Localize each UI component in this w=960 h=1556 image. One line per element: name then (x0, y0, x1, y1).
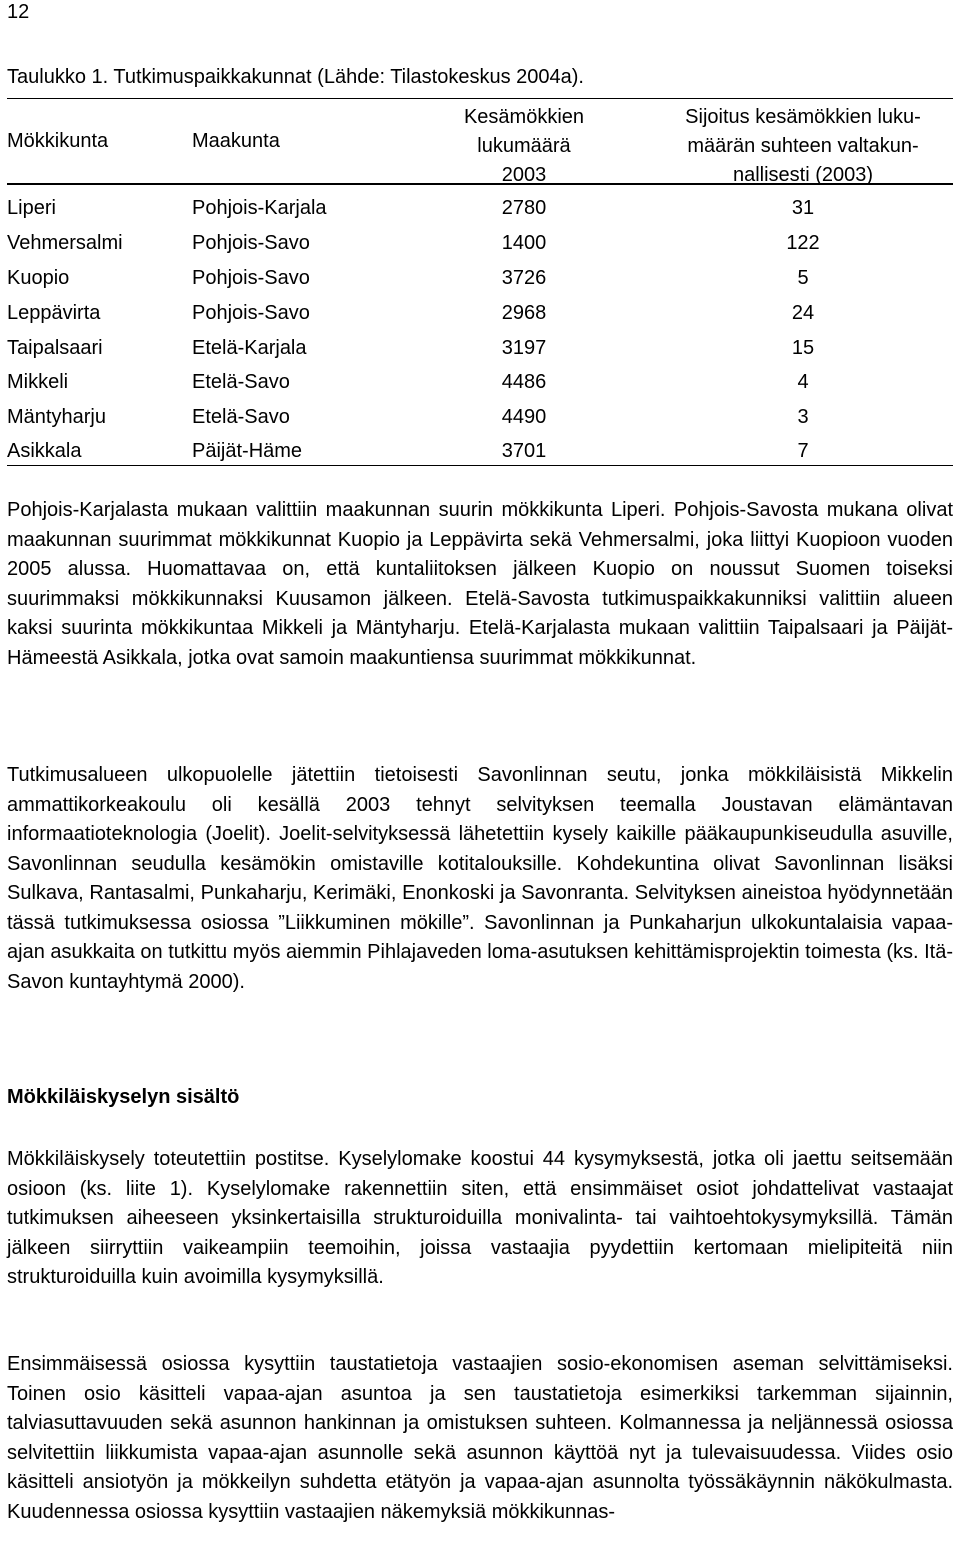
cell-maakunta: Pohjois-Savo (192, 232, 310, 254)
table-row (0, 299, 960, 334)
table-row (0, 229, 960, 264)
cell-sijoitus: 5 (797, 267, 809, 289)
section-heading: Mökkiläiskyselyn sisältö (7, 1086, 240, 1108)
paragraph-kyselyn-toteutus: Mökkiläiskysely toteutettiin postitse. Kyselylomake koostui 44 kysymyksestä, jotka oli jaettu seitsemään osioon (ks. liite 1). Kyselylomake rakennettiin siten, että ensimmäiset osiot johdattelivat vastaajat tutkimuksen aiheeseen yksinkertaisilla strukturoiduilla monivalinta- tai vaihtoehtokysymyksillä. Tämän jälkeen siirryttiin vaikeampiin teemoihin, joissa vastaajia pyydettiin kertomaan mielipiteitä niin strukturoiduilla kuin avoimilla kysymyksillä. (7, 1148, 953, 1288)
cell-lukumaara: 2780 (501, 197, 547, 219)
paragraph-osiot: Ensimmäisessä osiossa kysyttiin taustatietoja vastaajien sosio-ekonomisen aseman selvittämiseksi. Toinen osio käsitteli vapaa-ajan asuntoa ja sen taustatietoja esimerkiksi tarkemman sijainnin, talviasuttavuuden sekä asunnon hankinnan ja omistuksen suhteen. Kolmannessa ja neljännessä osiossa selvitettiin liikkumista vapaa-ajan asunnolle sekä asunnon käyttöä nyt ja tulevaisuudessa. Viides osio käsitteli ansiotyön ja mökkeilyn suhdetta etätyön ja vapaa-ajan asunnolta työssäkäynnin näkökulmasta. Kuudennessa osiossa kysyttiin vastaajien näkemyksiä mökkikunnas- (7, 1353, 953, 1523)
table-row (0, 437, 960, 472)
cell-lukumaara: 1400 (501, 232, 547, 254)
header-lukumaara (424, 103, 624, 190)
cell-lukumaara: 3726 (501, 267, 547, 289)
cell-kunta: Liperi (7, 197, 56, 219)
cell-sijoitus: 31 (791, 197, 815, 219)
header-sijoitus (663, 103, 943, 190)
cell-maakunta: Etelä-Savo (192, 371, 290, 393)
table-row (0, 194, 960, 229)
header-sijoitus-line: Sijoitus kesämökkien luku- (685, 106, 921, 128)
table-header-rule (7, 183, 953, 185)
header-lukumaara-line: Kesämökkien (463, 106, 585, 128)
cell-lukumaara: 2968 (501, 302, 547, 324)
table-row (0, 403, 960, 438)
header-sijoitus-line: määrän suhteen valtakun- (687, 135, 919, 157)
cell-maakunta: Pohjois-Savo (192, 302, 310, 324)
cell-lukumaara: 3701 (501, 440, 547, 462)
cell-kunta: Asikkala (7, 440, 82, 462)
header-sijoitus-line: nallisesti (2003) (732, 164, 874, 186)
cell-kunta: Leppävirta (7, 302, 101, 324)
cell-kunta: Kuopio (7, 267, 70, 289)
cell-maakunta: Pohjois-Karjala (192, 197, 327, 219)
cell-kunta: Mäntyharju (7, 406, 106, 428)
cell-lukumaara: 4486 (501, 371, 547, 393)
cell-lukumaara: 3197 (501, 337, 547, 359)
cell-sijoitus: 122 (786, 232, 820, 254)
header-maakunta: Maakunta (192, 130, 280, 152)
page-number: 12 (7, 1, 30, 23)
table-row (0, 334, 960, 369)
table-row (0, 368, 960, 403)
header-lukumaara-line: 2003 (501, 164, 547, 186)
header-lukumaara-line: lukumäärä (477, 135, 571, 157)
cell-sijoitus: 24 (791, 302, 815, 324)
cell-maakunta: Etelä-Savo (192, 406, 290, 428)
header-mokkikunta: Mökkikunta (7, 130, 109, 152)
cell-kunta: Taipalsaari (7, 337, 103, 359)
cell-maakunta: Päijät-Häme (192, 440, 303, 462)
cell-lukumaara: 4490 (501, 406, 547, 428)
table-top-rule (7, 98, 953, 99)
paragraph-tutkimusalueen-rajaus: Tutkimusalueen ulkopuolelle jätettiin tietoisesti Savonlinnan seutu, jonka mökkiläisistä Mikkelin ammattikorkeakoulu oli kesällä 2003 tehnyt selvityksen teemalla Joustavan elämäntavan informaatioteknologia (Joelit). Joelit-selvityksessä lähetettiin kysely kaikille pääkaupunkiseudulla asuville, Savonlinnan seudulla kesämökin omistaville kotitalouksille. Kohdekuntina olivat Savonlinnan lisäksi Sulkava, Rantasalmi, Punkaharju, Kerimäki, Enonkoski ja Savonranta. Selvityksen aineistoa hyödynnetään tässä tutkimuksessa osiossa ”Liikkuminen mökille”. Savonlinnan ja Punkaharjun ulkokuntalaisia vapaa-ajan asukkaita on tutkittu myös aiemmin Pihlajaveden loma-asutuksen kehittämisprojektin toimesta (ks. Itä-Savon kuntayhtymä 2000). (7, 764, 953, 993)
cell-sijoitus: 4 (797, 371, 809, 393)
cell-sijoitus: 7 (797, 440, 809, 462)
table-bottom-rule (7, 465, 953, 466)
cell-sijoitus: 3 (797, 406, 809, 428)
cell-kunta: Mikkeli (7, 371, 69, 393)
cell-maakunta: Pohjois-Savo (192, 267, 310, 289)
cell-sijoitus: 15 (791, 337, 815, 359)
table-caption: Taulukko 1. Tutkimuspaikkakunnat (Lähde: Tilastokeskus 2004a). (7, 66, 584, 88)
cell-kunta: Vehmersalmi (7, 232, 123, 254)
paragraph-tutkimuspaikkakunnat: Pohjois-Karjalasta mukaan valittiin maakunnan suurin mökkikunta Liperi. Pohjois-Savosta mukana olivat maakunnan suurimmat mökkikunnat Kuopio ja Leppävirta sekä Vehmersalmi, joka liittyi Kuopioon vuoden 2005 alussa. Huomattavaa on, että kuntaliitoksen jälkeen Kuopio on noussut Suomen toiseksi suurimmaksi mökkikunnaksi Kuusamon jälkeen. Etelä-Savosta tutkimuspaikkakunniksi valittiin alueen kaksi suurinta mökkikuntaa Mikkeli ja Mäntyharju. Etelä-Karjalasta mukaan valittiin Taipalsaari ja Päijät-Hämeestä Asikkala, jotka ovat samoin maakuntiensa suurimmat mökkikunnat. (7, 499, 953, 669)
table-row (0, 264, 960, 299)
cell-maakunta: Etelä-Karjala (192, 337, 307, 359)
